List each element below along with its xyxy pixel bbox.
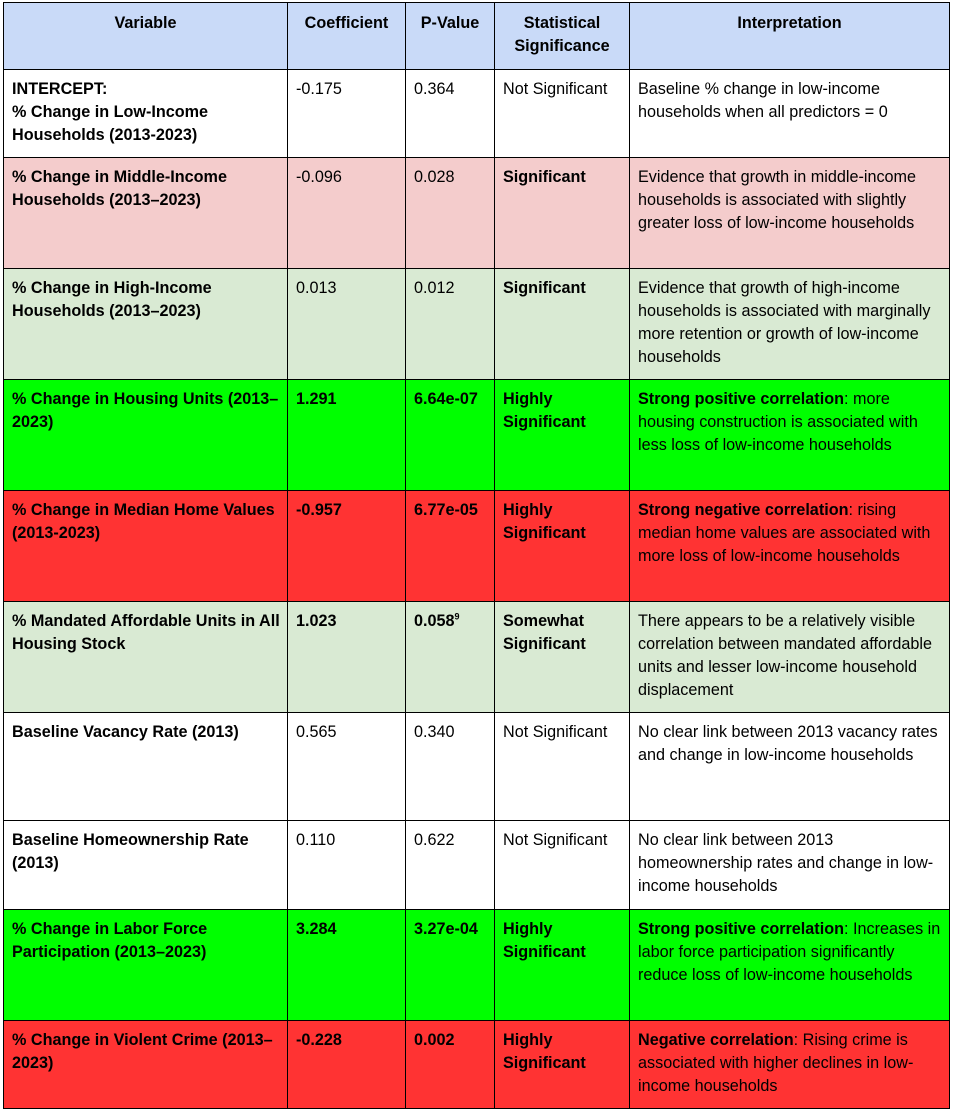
variable-cell: % Change in Labor Force Participation (2013–2023) xyxy=(4,910,288,1021)
coefficient-cell: -0.175 xyxy=(288,70,406,158)
significance-cell: Not Significant xyxy=(495,821,630,910)
p-value-text: 3.27e-04 xyxy=(414,920,478,938)
p-value-text: 0.002 xyxy=(414,1031,455,1049)
header-coefficient: Coefficient xyxy=(288,3,406,70)
variable-cell: % Change in Median Home Values (2013-2023) xyxy=(4,491,288,602)
table-row-homeownership-rate xyxy=(4,821,950,910)
p-value-cell xyxy=(406,70,495,158)
p-value-text: 0.058 xyxy=(414,612,455,630)
table-row-high-income xyxy=(4,269,950,380)
p-value-text: 0.622 xyxy=(414,831,455,849)
table-row-median-home-values xyxy=(4,491,950,602)
p-value-cell xyxy=(406,713,495,821)
p-value-cell xyxy=(406,1021,495,1109)
coefficient-cell: 0.013 xyxy=(288,269,406,380)
coefficient-cell: 3.284 xyxy=(288,910,406,1021)
coefficient-cell: -0.228 xyxy=(288,1021,406,1109)
header-variable: Variable xyxy=(4,3,288,70)
coefficient-cell: -0.957 xyxy=(288,491,406,602)
interpretation-cell xyxy=(630,491,950,602)
variable-cell: % Change in Violent Crime (2013–2023) xyxy=(4,1021,288,1109)
interpretation-text: No clear link between 2013 homeownership rates and change in low-income households xyxy=(638,831,934,895)
interpretation-text: : more housing construction is associated with less loss of low-income households xyxy=(638,390,918,454)
interpretation-text: : rising median home values are associated with more loss of low-income households xyxy=(638,501,931,565)
interpretation-bold: Strong negative correlation xyxy=(638,501,849,519)
table-row-labor-force xyxy=(4,910,950,1021)
coefficient-cell: 1.023 xyxy=(288,602,406,713)
interpretation-text: : Increases in labor force participation significantly reduce loss of low-income households xyxy=(638,920,941,984)
header-statistical-significance: Statistical Significance xyxy=(495,3,630,70)
interpretation-cell xyxy=(630,602,950,713)
interpretation-text: There appears to be a relatively visible correlation between mandated affordable units and lesser low-income household displacement xyxy=(638,612,932,699)
interpretation-cell xyxy=(630,269,950,380)
p-value-cell xyxy=(406,269,495,380)
significance-cell: Somewhat Significant xyxy=(495,602,630,713)
significance-cell: Not Significant xyxy=(495,70,630,158)
interpretation-text: No clear link between 2013 vacancy rates and change in low-income households xyxy=(638,723,938,764)
interpretation-cell xyxy=(630,70,950,158)
interpretation-cell xyxy=(630,910,950,1021)
p-value-text: 0.028 xyxy=(414,168,455,186)
interpretation-text: Baseline % change in low-income households when all predictors = 0 xyxy=(638,80,888,121)
variable-cell: % Mandated Affordable Units in All Housing Stock xyxy=(4,602,288,713)
interpretation-text: Evidence that growth of high-income households is associated with marginally more retention or growth of low-income households xyxy=(638,279,931,366)
p-value-cell xyxy=(406,158,495,269)
interpretation-cell xyxy=(630,1021,950,1109)
table-row-housing-units xyxy=(4,380,950,491)
interpretation-text: Evidence that growth in middle-income households is associated with slightly greater loss of low-income households xyxy=(638,168,917,232)
significance-cell: Significant xyxy=(495,269,630,380)
variable-cell: INTERCEPT: % Change in Low-Income Households (2013-2023) xyxy=(4,70,288,158)
header-interpretation: Interpretation xyxy=(630,3,950,70)
significance-cell: Highly Significant xyxy=(495,491,630,602)
p-value-text: 0.012 xyxy=(414,279,455,297)
variable-cell: % Change in Housing Units (2013–2023) xyxy=(4,380,288,491)
significance-cell: Not Significant xyxy=(495,713,630,821)
significance-cell: Highly Significant xyxy=(495,1021,630,1109)
table-row-intercept xyxy=(4,70,950,158)
coefficient-cell: -0.096 xyxy=(288,158,406,269)
regression-results-table xyxy=(3,2,950,1109)
p-value-cell xyxy=(406,602,495,713)
interpretation-cell xyxy=(630,713,950,821)
header-p-value: P-Value xyxy=(406,3,495,70)
p-value-cell xyxy=(406,910,495,1021)
interpretation-bold: Strong positive correlation xyxy=(638,390,844,408)
significance-cell: Highly Significant xyxy=(495,910,630,1021)
interpretation-text: : Rising crime is associated with higher declines in low-income households xyxy=(638,1031,914,1095)
p-value-text: 6.64e-07 xyxy=(414,390,478,408)
header-row xyxy=(4,3,950,70)
interpretation-cell xyxy=(630,158,950,269)
p-value-cell xyxy=(406,491,495,602)
p-value-text: 0.364 xyxy=(414,80,455,98)
variable-cell: Baseline Vacancy Rate (2013) xyxy=(4,713,288,821)
variable-cell: % Change in High-Income Households (2013–2023) xyxy=(4,269,288,380)
p-value-text: 0.340 xyxy=(414,723,455,741)
p-value-cell xyxy=(406,821,495,910)
p-value-cell xyxy=(406,380,495,491)
interpretation-cell xyxy=(630,821,950,910)
table-row-vacancy-rate xyxy=(4,713,950,821)
significance-cell: Highly Significant xyxy=(495,380,630,491)
table-row-middle-income xyxy=(4,158,950,269)
table-row-violent-crime xyxy=(4,1021,950,1109)
variable-cell: % Change in Middle-Income Households (2013–2023) xyxy=(4,158,288,269)
variable-cell: Baseline Homeownership Rate (2013) xyxy=(4,821,288,910)
interpretation-bold: Negative correlation xyxy=(638,1031,794,1049)
coefficient-cell: 0.110 xyxy=(288,821,406,910)
p-value-text: 6.77e-05 xyxy=(414,501,478,519)
significance-cell: Significant xyxy=(495,158,630,269)
coefficient-cell: 0.565 xyxy=(288,713,406,821)
interpretation-cell xyxy=(630,380,950,491)
p-value-footnote: 9 xyxy=(454,611,460,622)
interpretation-bold: Strong positive correlation xyxy=(638,920,844,938)
table-row-mandated-affordable xyxy=(4,602,950,713)
coefficient-cell: 1.291 xyxy=(288,380,406,491)
